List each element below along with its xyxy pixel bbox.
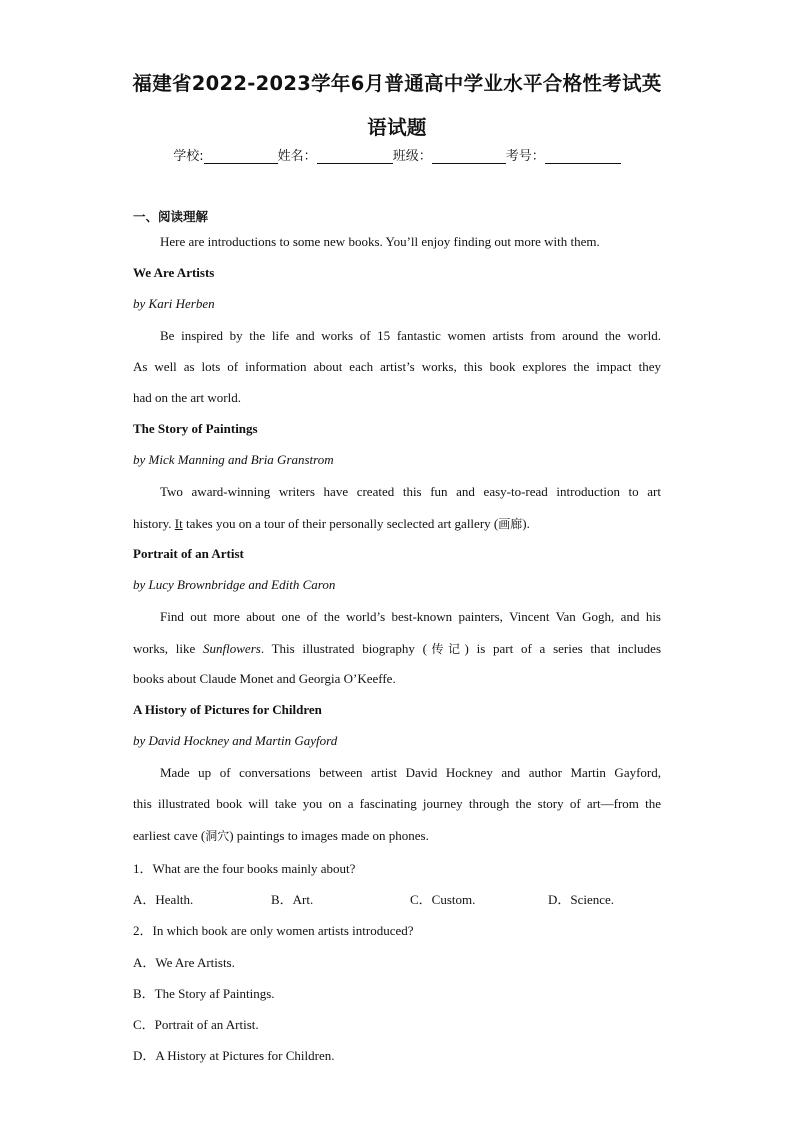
answer-option-c[interactable]: C．Portrait of an Artist.	[133, 1017, 259, 1032]
book-description-line	[133, 827, 661, 844]
school-label: 学校:	[173, 149, 204, 164]
text-segment: ) paintings to images made on phones.	[229, 828, 429, 843]
text-segment: ).	[522, 516, 530, 531]
number-field[interactable]	[545, 149, 621, 164]
book-description-line: As well as lots of information about each artist’s works, this book explores the impact they	[133, 359, 661, 374]
book-title: A History of Pictures for Children	[133, 702, 322, 717]
book-description-line	[133, 640, 661, 657]
section-title: 一、阅读理解	[133, 209, 209, 224]
class-label: 班级：	[392, 149, 432, 164]
cjk-gloss: 洞穴	[205, 829, 230, 843]
number-label: 考号：	[505, 149, 545, 164]
cjk-gloss: 传记	[427, 642, 465, 656]
book-description-line: Made up of conversations between artist David Hockney and author Martin Gayford,	[160, 765, 661, 780]
class-field[interactable]	[432, 149, 506, 164]
intro-text: Here are introductions to some new books. You’ll enjoy finding out more with them.	[160, 234, 600, 249]
book-description-line: books about Claude Monet and Georgia O’Keeffe.	[133, 671, 396, 686]
book-description-line: Two award-winning writers have created this fun and easy-to-read introduction to art	[160, 484, 661, 499]
book-author: by David Hockney and Martin Gayford	[133, 733, 338, 748]
book-description-line: Be inspired by the life and works of 15 fantastic women artists from around the world.	[160, 328, 661, 343]
book-description-line: this illustrated book will take you on a fascinating journey through the story of art—from the	[133, 796, 661, 811]
student-info-row	[0, 145, 794, 164]
text-segment: takes you on a tour of their personally seclected art gallery (	[182, 516, 499, 531]
italic-title: Sunflowers	[203, 641, 261, 656]
name-field[interactable]	[317, 149, 393, 164]
underlined-word: It	[174, 516, 183, 531]
answer-option-b[interactable]: B．Art.	[271, 892, 314, 907]
answer-option-d[interactable]: D．Science.	[548, 892, 615, 907]
answer-option-a[interactable]: A．Health.	[133, 892, 194, 907]
book-description-line	[133, 515, 661, 532]
cjk-gloss: 画廊	[498, 517, 523, 531]
text-segment: earliest cave (	[133, 828, 206, 843]
book-author: by Lucy Brownbridge and Edith Caron	[133, 577, 336, 592]
school-field[interactable]	[204, 149, 278, 164]
page-title-line1: 福建省2022-2023学年6月普通高中学业水平合格性考试英	[132, 72, 662, 95]
page-title-line2: 语试题	[367, 116, 427, 139]
name-label: 姓名：	[277, 149, 317, 164]
answer-option-c[interactable]: C．Custom.	[410, 892, 476, 907]
text-segment: history.	[133, 516, 175, 531]
question-text: 2．In which book are only women artists introduced?	[133, 923, 414, 938]
text-segment: . This illustrated biography (	[260, 641, 427, 656]
answer-option-d[interactable]: D．A History at Pictures for Children.	[133, 1048, 335, 1063]
book-description-line: Find out more about one of the world’s best-known painters, Vincent Van Gogh, and his	[160, 609, 661, 624]
question-text: 1．What are the four books mainly about?	[133, 861, 356, 876]
answer-option-a[interactable]: A．We Are Artists.	[133, 955, 235, 970]
book-author: by Mick Manning and Bria Granstrom	[133, 452, 334, 467]
answer-option-b[interactable]: B．The Story af Paintings.	[133, 986, 275, 1001]
book-title: We Are Artists	[133, 265, 215, 280]
text-segment: ) is part of a series that includes	[464, 641, 661, 656]
book-title: Portrait of an Artist	[133, 546, 244, 561]
text-segment: works, like	[133, 641, 204, 656]
book-author: by Kari Herben	[133, 296, 215, 311]
book-description-line: had on the art world.	[133, 390, 241, 405]
book-title: The Story of Paintings	[133, 421, 258, 436]
